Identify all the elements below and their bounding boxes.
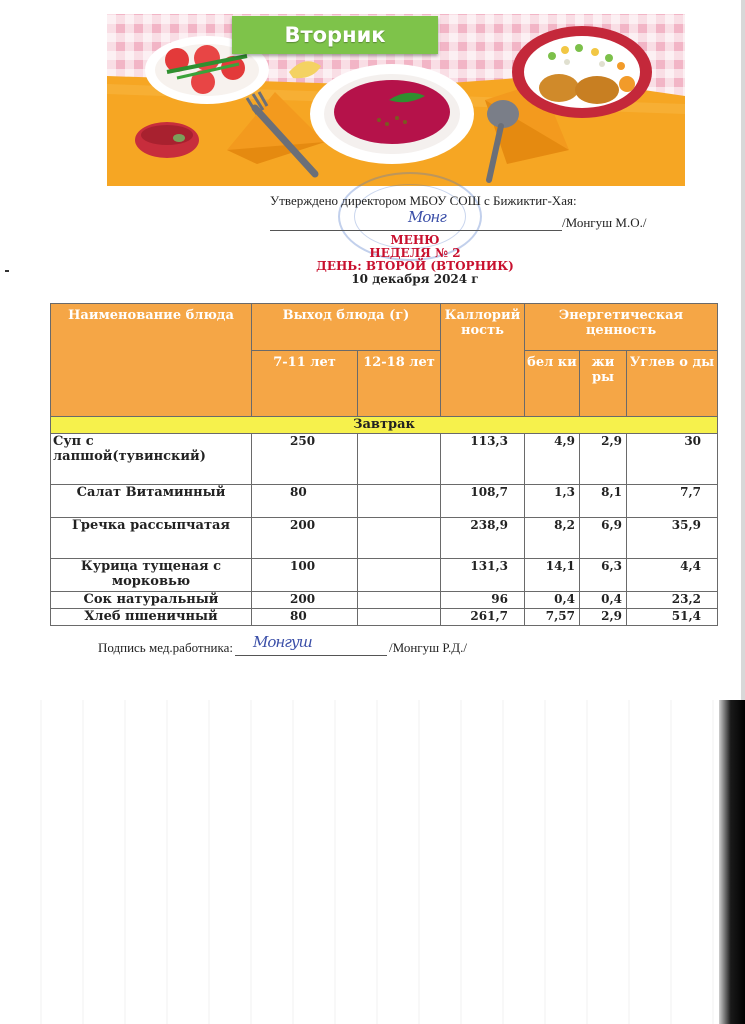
output-12-18 xyxy=(358,434,441,485)
output-12-18 xyxy=(358,485,441,518)
menu-table xyxy=(50,303,718,626)
calories-value: 113,3 xyxy=(441,434,525,485)
calories-value: 96 xyxy=(441,592,525,609)
dish-name: Курица тущеная с морковью xyxy=(51,559,252,592)
table-row xyxy=(51,518,718,559)
output-7-11: 80 xyxy=(252,485,358,518)
carbs-value: 4,4 xyxy=(627,559,718,592)
carbs-value: 30 xyxy=(627,434,718,485)
table-row xyxy=(51,485,718,518)
header-age-7-11: 7-11 лет xyxy=(252,351,358,417)
section-breakfast: Завтрак xyxy=(51,417,718,434)
output-12-18 xyxy=(358,592,441,609)
carbs-value: 35,9 xyxy=(627,518,718,559)
header-protein: бел ки xyxy=(525,351,580,417)
output-12-18 xyxy=(358,559,441,592)
menu-title xyxy=(200,234,630,286)
dish-name: Хлеб пшеничный xyxy=(51,609,252,626)
protein-value: 8,2 xyxy=(525,518,580,559)
output-7-11: 250 xyxy=(252,434,358,485)
approval-signature-line xyxy=(270,208,562,231)
title-week: НЕДЕЛЯ № 2 xyxy=(369,246,461,260)
header-fat: жи ры xyxy=(580,351,627,417)
dish-name: Суп с лапшой(тувинский) xyxy=(51,434,252,485)
nurse-signature-line xyxy=(235,633,387,656)
protein-value: 7,57 xyxy=(525,609,580,626)
nurse-signature-block xyxy=(98,633,598,656)
carbs-value: 23,2 xyxy=(627,592,718,609)
title-day: ДЕНЬ: ВТОРОЙ (ВТОРНИК) xyxy=(316,259,514,273)
table-row xyxy=(51,559,718,592)
output-7-11: 80 xyxy=(252,609,358,626)
title-menu: МЕНЮ xyxy=(390,233,440,247)
calories-value: 131,3 xyxy=(441,559,525,592)
output-12-18 xyxy=(358,609,441,626)
scan-edge-top xyxy=(741,0,745,700)
header-energy: Энергетическая ценность xyxy=(525,304,718,351)
nurse-name: /Монгуш Р.Д./ xyxy=(389,640,467,655)
menu-banner xyxy=(107,14,685,186)
fat-value: 0,4 xyxy=(580,592,627,609)
protein-value: 0,4 xyxy=(525,592,580,609)
dish-name: Салат Витаминный xyxy=(51,485,252,518)
approval-text: Утверждено директором МБОУ СОШ с Бижиктиг-Хая: xyxy=(270,193,577,208)
dish-name: Гречка рассыпчатая xyxy=(51,518,252,559)
fat-value: 6,9 xyxy=(580,518,627,559)
header-age-12-18: 12-18 лет xyxy=(358,351,441,417)
output-7-11: 200 xyxy=(252,518,358,559)
table-row xyxy=(51,609,718,626)
section-row xyxy=(51,417,718,434)
header-dish: Наименование блюда xyxy=(51,304,252,417)
director-signature: Монг xyxy=(408,208,446,226)
nurse-signature: Монгуш xyxy=(253,633,312,651)
approval-block xyxy=(270,193,690,231)
header-carbs: Углев о ды xyxy=(627,351,718,417)
scan-artifact xyxy=(0,700,745,1024)
protein-value: 14,1 xyxy=(525,559,580,592)
output-7-11: 200 xyxy=(252,592,358,609)
director-name: /Монгуш М.О./ xyxy=(562,215,647,230)
scan-edge xyxy=(719,700,745,1024)
calories-value: 261,7 xyxy=(441,609,525,626)
carbs-value: 51,4 xyxy=(627,609,718,626)
table-row xyxy=(51,434,718,485)
header-calories: Каллорий ность xyxy=(441,304,525,417)
fat-value: 2,9 xyxy=(580,609,627,626)
carbs-value: 7,7 xyxy=(627,485,718,518)
protein-value: 1,3 xyxy=(525,485,580,518)
title-date: 10 декабря 2024 г xyxy=(351,272,479,286)
calories-value: 238,9 xyxy=(441,518,525,559)
calories-value: 108,7 xyxy=(441,485,525,518)
scan-mark xyxy=(5,270,9,272)
nurse-label: Подпись мед.работника: xyxy=(98,640,233,655)
dish-name: Сок натуральный xyxy=(51,592,252,609)
header-output: Выход блюда (г) xyxy=(252,304,441,351)
fat-value: 8,1 xyxy=(580,485,627,518)
fat-value: 2,9 xyxy=(580,434,627,485)
day-label: Вторник xyxy=(232,16,438,54)
protein-value: 4,9 xyxy=(525,434,580,485)
table-row xyxy=(51,592,718,609)
fat-value: 6,3 xyxy=(580,559,627,592)
output-7-11: 100 xyxy=(252,559,358,592)
output-12-18 xyxy=(358,518,441,559)
